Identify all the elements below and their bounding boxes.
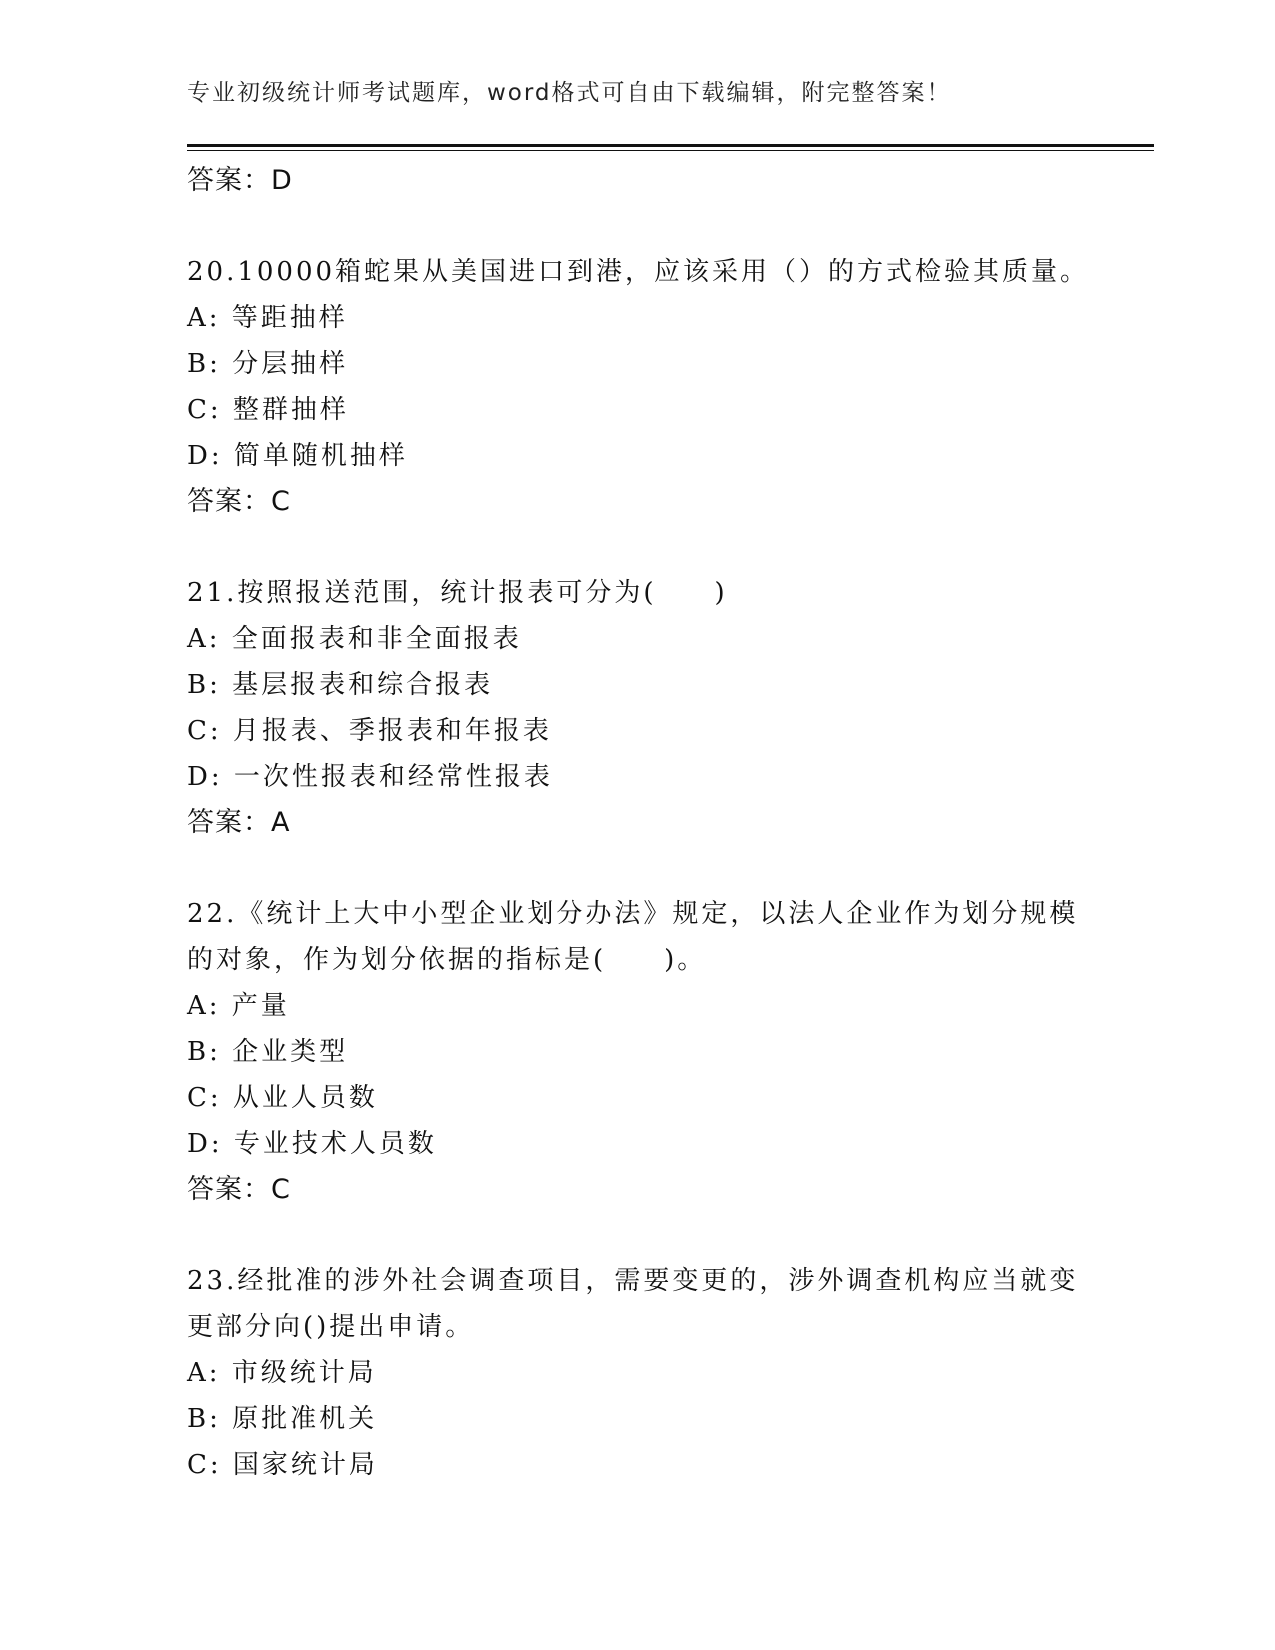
question-text: 20.10000箱蛇果从美国进口到港，应该采用（）的方式检验其质量。 <box>187 257 1090 287</box>
option-d: D: 专业技术人员数 <box>187 1129 437 1159</box>
option-c: C: 从业人员数 <box>187 1083 378 1113</box>
question-text: 23.经批准的涉外社会调查项目，需要变更的，涉外调查机构应当就变 <box>187 1266 1079 1296</box>
question-23 <box>187 1258 1087 1488</box>
document-body <box>187 158 1090 1488</box>
question-22 <box>187 891 1087 1213</box>
option-b: B: 原批准机关 <box>187 1404 378 1434</box>
option-c: C: 月报表、季报表和年报表 <box>187 716 552 746</box>
answer: 答案：C <box>187 486 291 517</box>
option-d: D: 一次性报表和经常性报表 <box>187 762 553 792</box>
answer: 答案：C <box>187 1174 291 1205</box>
option-a: A: 产量 <box>187 991 290 1021</box>
header-rule-thin <box>187 150 1154 151</box>
option-d: D: 简单随机抽样 <box>187 441 408 471</box>
header-rule-thick <box>187 144 1154 147</box>
option-a: A: 等距抽样 <box>187 303 348 333</box>
option-b: B: 分层抽样 <box>187 349 349 379</box>
option-a: A: 全面报表和非全面报表 <box>187 624 522 654</box>
spacer <box>187 525 1087 570</box>
option-a: A: 市级统计局 <box>187 1358 377 1388</box>
spacer <box>187 204 1087 249</box>
option-b: B: 企业类型 <box>187 1037 349 1067</box>
option-b: B: 基层报表和综合报表 <box>187 670 494 700</box>
previous-answer: 答案：D <box>187 165 293 196</box>
answer: 答案：A <box>187 807 291 838</box>
question-21 <box>187 570 1087 846</box>
option-c: C: 整群抽样 <box>187 395 349 425</box>
question-text-continued: 的对象，作为划分依据的指标是( )。 <box>187 945 707 975</box>
question-text: 22.《统计上大中小型企业划分办法》规定，以法人企业作为划分规模 <box>187 899 1079 929</box>
spacer <box>187 846 1087 891</box>
page-header: 专业初级统计师考试题库，word格式可自由下载编辑，附完整答案！ <box>187 80 952 106</box>
question-20 <box>187 249 1090 525</box>
spacer <box>187 1213 1087 1258</box>
option-c: C: 国家统计局 <box>187 1450 378 1480</box>
question-text-continued: 更部分向()提出申请。 <box>187 1312 475 1342</box>
question-text: 21.按照报送范围，统计报表可分为( ) <box>187 578 728 608</box>
